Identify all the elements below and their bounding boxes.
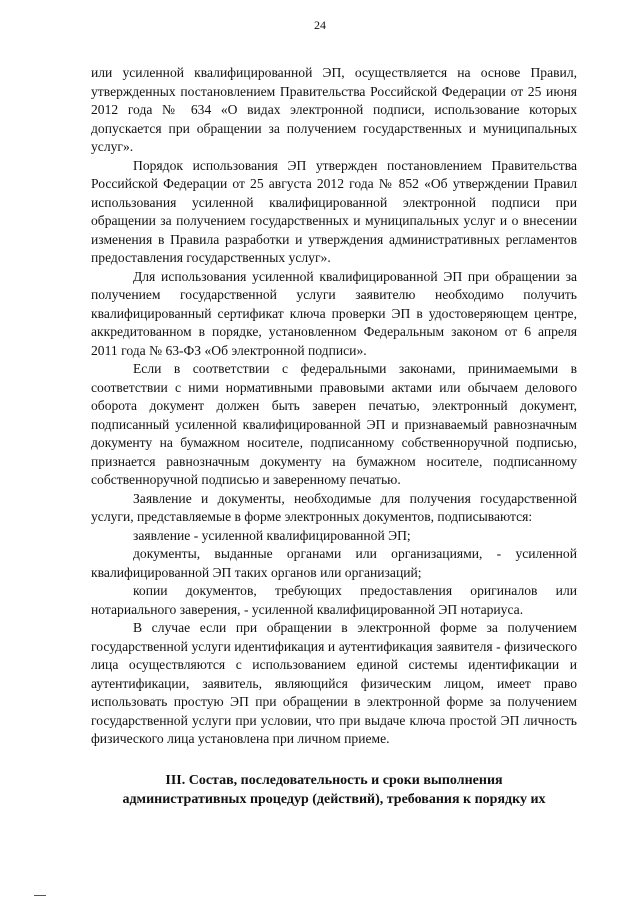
section-title-line-1: III. Состав, последовательность и сроки выполнения bbox=[165, 772, 503, 788]
section-title-line-2: административных процедур (действий), требования к порядку их bbox=[122, 791, 546, 807]
paragraph-7: документы, выданные органами или организациями, - усиленной квалифицированной ЭП таких органов или организаций; bbox=[91, 546, 577, 580]
paragraph-9: В случае если при обращении в электронной форме за получением государственной услуги идентификация и аутентификация заявителя - физического лица осуществляются с использованием единой системы идентификации и аутентификации, заявитель, являющийся физическим лицом, имеет право использовать простую ЭП при обращении в электронной форме за получением государственной услуги при условии, что при выдаче ключа простой ЭП личность физического лица установлена при личном приеме. bbox=[91, 620, 577, 746]
paragraph-2: Порядок использования ЭП утвержден постановлением Правительства Российской Федерации от 25 августа 2012 года № 852 «Об утверждении Правил использования усиленной квалифицированной электронной подписи при обращении за получением государственных и муниципальных услуг и о внесении изменения в Правила разработки и утверждения административных регламентов предоставления государственных услуг». bbox=[91, 157, 577, 265]
page-number: 24 bbox=[314, 18, 326, 32]
document-body bbox=[91, 64, 577, 809]
paragraph-5: Заявление и документы, необходимые для получения государственной услуги, представляемые в форме электронных документов, подписываются: bbox=[91, 490, 577, 524]
margin-mark bbox=[34, 895, 46, 896]
paragraph-1: или усиленной квалифицированной ЭП, осуществляется на основе Правил, утвержденных постановлением Правительства Российской Федерации от 25 июня 2012 года № 634 «О видах электронной подписи, использование которых допускается при обращении за получением государственных и муниципальных услуг». bbox=[91, 65, 577, 154]
paragraph-3: Для использования усиленной квалифицированной ЭП при обращении за получением государственной услуги заявителю необходимо получить квалифицированный сертификат ключа проверки ЭП в удостоверяющем центре, аккредитованном в порядке, установленном Федеральным законом от 6 апреля 2011 года № 63-ФЗ «Об электронной подписи». bbox=[91, 268, 577, 358]
paragraph-6: заявление - усиленной квалифицированной ЭП; bbox=[133, 527, 411, 543]
paragraph-8: копии документов, требующих предоставления оригиналов или нотариального заверения, - усиленной квалифицированной ЭП нотариуса. bbox=[91, 583, 577, 617]
section-title bbox=[91, 771, 577, 809]
paragraph-4: Если в соответствии с федеральными законами, принимаемыми в соответствии с ними нормативными правовыми актами или обычаем делового оборота документ должен быть заверен печатью, электронный документ, подписанный усиленной квалифицированной ЭП и признаваемый равнозначным документу на бумажном носителе, подписанному собственноручной подписью, признается равнозначным документу на бумажном носителе, подписанному собственноручной подписью и заверенному печатью. bbox=[91, 361, 577, 487]
